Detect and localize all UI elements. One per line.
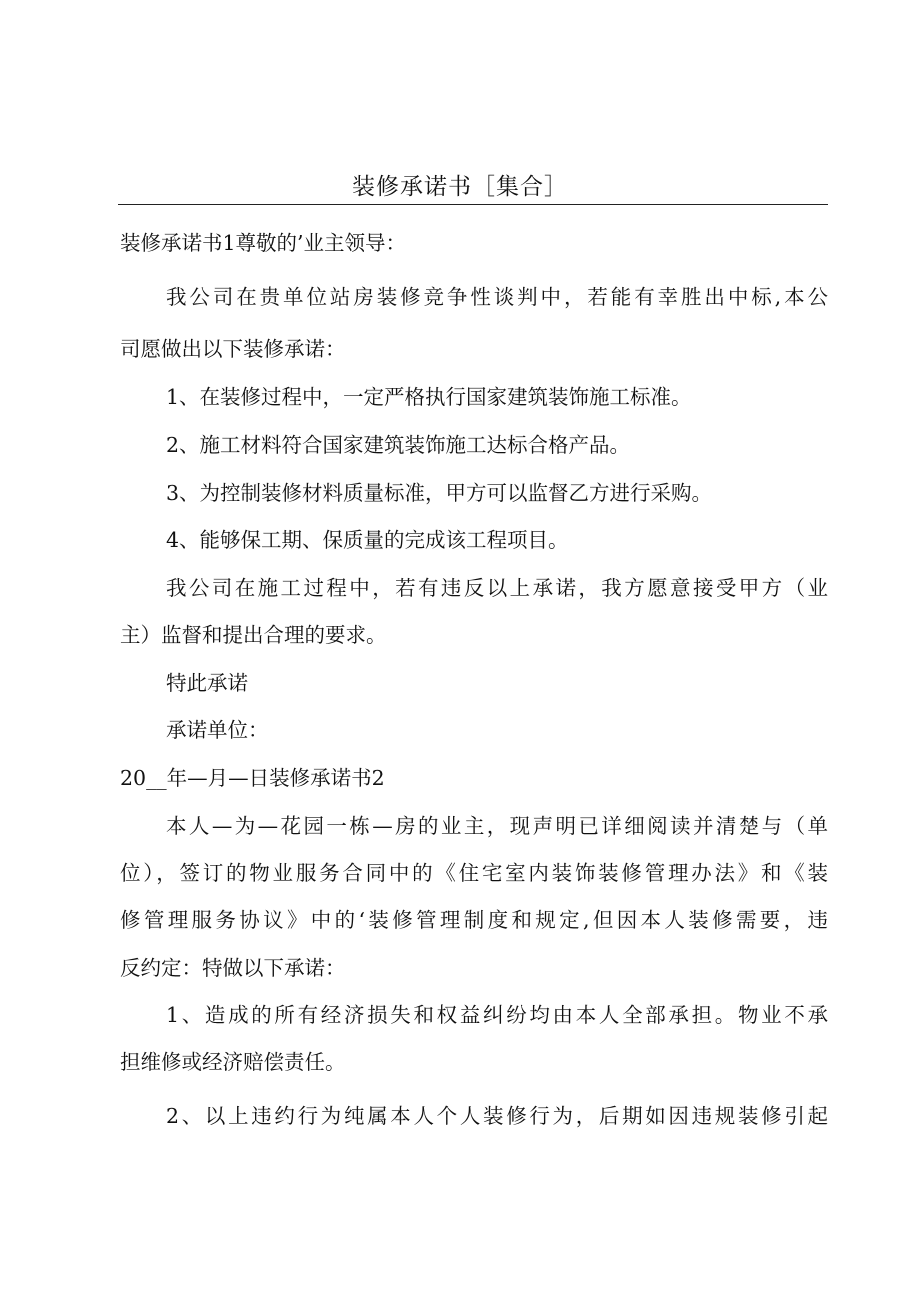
paragraph-line: 司愿做出以下装修承诺： <box>120 337 346 361</box>
paragraph-line: 我公司在贵单位站房装修竞争性谈判中，若能有幸胜出中标,本公 <box>166 285 828 309</box>
paragraph-line: 位），签订的物业服务合同中的《住宅室内装饰装修管理办法》和《装 <box>120 861 828 885</box>
paragraph-line: 修管理服务协议》中的‘装修管理制度和规定,但因本人装修需要，违 <box>120 908 828 932</box>
list-item: 1、造成的所有经济损失和权益纠纷均由本人全部承担。物业不承 <box>166 1003 828 1027</box>
date-and-heading-line: 20__年—月—日装修承诺书2 <box>120 766 385 790</box>
list-item: 4、能够保工期、保质量的完成该工程项目。 <box>166 528 569 552</box>
list-item: 2、以上违约行为纯属本人个人装修行为，后期如因违规装修引起 <box>166 1104 828 1128</box>
paragraph-line: 主）监督和提出合理的要求。 <box>120 623 387 647</box>
closing-line: 特此承诺 <box>166 671 248 695</box>
list-item: 3、为控制装修材料质量标准，甲方可以监督乙方进行采购。 <box>166 481 713 505</box>
paragraph-line: 担维修或经济赔偿责任。 <box>120 1050 346 1074</box>
paragraph-line: 本人—为—花园一栋—房的业主，现声明已详细阅读并清楚与（单 <box>166 814 828 838</box>
signature-unit-line: 承诺单位： <box>166 718 269 742</box>
list-item: 2、施工材料符合国家建筑装饰施工达标合格产品。 <box>166 433 631 457</box>
paragraph-line: 反约定：特做以下承诺： <box>120 956 346 980</box>
salutation-line: 装修承诺书1尊敬的’业主领导： <box>120 231 407 255</box>
list-item: 1、在装修过程中，一定严格执行国家建筑装饰施工标准。 <box>166 385 692 409</box>
paragraph-line: 我公司在施工过程中，若有违反以上承诺，我方愿意接受甲方（业 <box>166 576 828 600</box>
document-title: 装修承诺书［集合］ <box>352 174 568 200</box>
title-underline <box>118 204 828 205</box>
